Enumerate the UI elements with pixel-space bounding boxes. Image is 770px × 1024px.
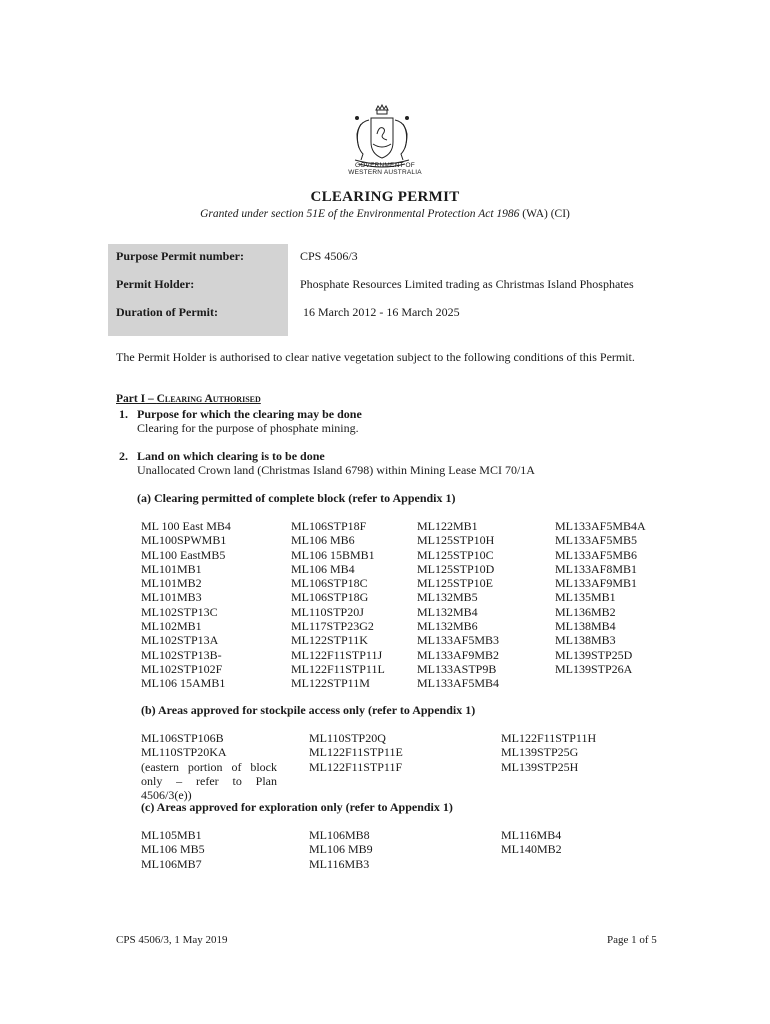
part-1-dash: – (145, 393, 157, 405)
section-c-column-1 (141, 828, 205, 871)
permit-duration-label: Duration of Permit: (116, 305, 218, 319)
permit-number-label: Purpose Permit number: (116, 249, 244, 263)
block-code: ML106 15BMB1 (291, 547, 375, 562)
block-code: ML125STP10D (417, 561, 495, 576)
block-code: ML122STP11K (291, 633, 368, 648)
item-1-text: Clearing for the purpose of phosphate mining. (137, 421, 359, 435)
permit-number-value: CPS 4506/3 (300, 249, 358, 263)
block-code: ML135MB1 (555, 590, 616, 605)
block-code: ML122F11STP11F (309, 759, 403, 774)
block-code: ML122F11STP11H (501, 731, 597, 745)
block-code: ML125STP10C (417, 547, 494, 562)
part-1-title: Clearing Authorised (156, 393, 261, 405)
block-code: ML133AF8MB1 (555, 561, 638, 576)
footer-page-number: Page 1 of 5 (607, 934, 657, 946)
block-code: ML139STP26A (555, 661, 633, 676)
block-code: ML105MB1 (141, 828, 202, 842)
block-code: ML106STP18C (291, 576, 368, 591)
block-code: ML110STP20KA (141, 745, 227, 760)
part-1-heading (116, 393, 261, 405)
block-code: ML132MB5 (417, 590, 478, 605)
block-code: ML122F11STP11L (291, 661, 385, 676)
permit-holder-value: Phosphate Resources Limited trading as Christmas Island Phosphates (300, 277, 634, 291)
block-code: ML122STP11M (291, 676, 370, 691)
block-code: ML102STP102F (141, 661, 223, 676)
block-code: ML122MB1 (417, 519, 478, 533)
block-code: ML139STP25D (555, 647, 633, 662)
section-a-column-2 (291, 519, 385, 691)
block-code: ML139STP25H (501, 759, 579, 774)
section-b-column-1 (141, 731, 277, 802)
document-title: CLEARING PERMIT (310, 189, 460, 205)
permit-duration-value: 16 March 2012 - 16 March 2025 (303, 305, 460, 319)
block-code: ML133AF5MB3 (417, 633, 500, 648)
block-code: ML132MB6 (417, 619, 478, 634)
section-c-heading: (c) Areas approved for exploration only (refer to Appendix 1) (141, 800, 453, 814)
block-code: ML140MB2 (501, 842, 562, 857)
section-b-column-3 (501, 731, 596, 774)
block-code: ML133AF5MB5 (555, 533, 638, 548)
block-code: ML106STP106B (141, 731, 224, 745)
block-code: ML106 MB5 (141, 842, 205, 857)
government-line-2: WESTERN AUSTRALIA (348, 169, 422, 176)
intro-paragraph: The Permit Holder is authorised to clear native vegetation subject to the following conditions of this Permit. (116, 350, 635, 364)
block-code: ML106 MB9 (309, 842, 373, 857)
block-code: ML110STP20J (291, 604, 364, 619)
block-code: ML136MB2 (555, 604, 616, 619)
block-code: ML122F11STP11E (309, 745, 403, 760)
block-code: ML133AF5MB4 (417, 676, 500, 691)
block-code: ML117STP23G2 (291, 619, 374, 634)
block-code: ML106STP18G (291, 590, 369, 605)
government-name (330, 162, 440, 176)
section-a-column-3 (417, 519, 499, 691)
block-code: ML 100 East MB4 (141, 519, 231, 533)
block-code: ML106 15AMB1 (141, 676, 226, 691)
item-2-text: Unallocated Crown land (Christmas Island 6798) within Mining Lease MCI 70/1A (137, 463, 535, 477)
part-1-prefix: Part I (116, 393, 146, 405)
footer-document-reference: CPS 4506/3, 1 May 2019 (116, 934, 228, 946)
item-1-heading: Purpose for which the clearing may be done (137, 407, 362, 421)
block-code: ML133ASTP9B (417, 661, 497, 676)
permit-info-table (108, 244, 664, 336)
block-code: ML101MB3 (141, 590, 202, 605)
block-code: ML106MB7 (141, 856, 202, 871)
block-code: ML133AF9MB1 (555, 576, 638, 591)
block-code: ML125STP10H (417, 533, 495, 548)
subtitle-act-reference: Granted under section 51E of the Environmental Protection Act 1986 (200, 208, 520, 220)
permit-holder-label: Permit Holder: (116, 277, 195, 291)
item-1-number: 1. (119, 407, 128, 421)
block-code: ML138MB4 (555, 619, 616, 634)
block-code: ML133AF5MB4A (555, 519, 646, 533)
block-code: ML133AF5MB6 (555, 547, 638, 562)
block-code: ML132MB4 (417, 604, 478, 619)
block-code: ML100SPWMB1 (141, 533, 227, 548)
block-code: ML102STP13B- (141, 647, 222, 662)
government-line-1: GOVERNMENT OF (355, 162, 415, 169)
section-b-column-1-blocks (141, 731, 277, 760)
block-code: ML110STP20Q (309, 731, 386, 745)
block-code: ML122F11STP11J (291, 647, 383, 662)
section-b-column-2 (309, 731, 403, 774)
block-code: ML100 EastMB5 (141, 547, 226, 562)
document-subtitle (0, 208, 770, 220)
block-code: ML116MB3 (309, 856, 370, 871)
item-2-heading: Land on which clearing is to be done (137, 449, 325, 463)
section-b-heading: (b) Areas approved for stockpile access only (refer to Appendix 1) (141, 703, 476, 717)
section-c-column-3 (501, 828, 562, 857)
block-code: ML138MB3 (555, 633, 616, 648)
block-code: ML102MB1 (141, 619, 202, 634)
section-a-column-1 (141, 519, 231, 691)
block-code: ML139STP25G (501, 745, 579, 760)
section-a-column-4 (555, 519, 646, 676)
block-code: ML101MB1 (141, 561, 202, 576)
block-code: ML102STP13A (141, 633, 219, 648)
block-code: ML125STP10E (417, 576, 494, 591)
block-code: ML106MB8 (309, 828, 370, 842)
block-code: ML102STP13C (141, 604, 218, 619)
block-code: ML133AF9MB2 (417, 647, 500, 662)
section-a-heading: (a) Clearing permitted of complete block (refer to Appendix 1) (137, 491, 456, 505)
item-2-number: 2. (119, 449, 128, 463)
block-code: ML101MB2 (141, 576, 202, 591)
block-code: ML106 MB6 (291, 533, 355, 548)
block-code: ML106STP18F (291, 519, 367, 533)
subtitle-suffix: (WA) (CI) (519, 208, 570, 220)
section-c-column-2 (309, 828, 373, 871)
block-code: ML106 MB4 (291, 561, 355, 576)
section-b-note: (eastern portion of block only – refer to Plan 4506/3(e)) (141, 759, 277, 803)
block-code: ML116MB4 (501, 828, 562, 842)
